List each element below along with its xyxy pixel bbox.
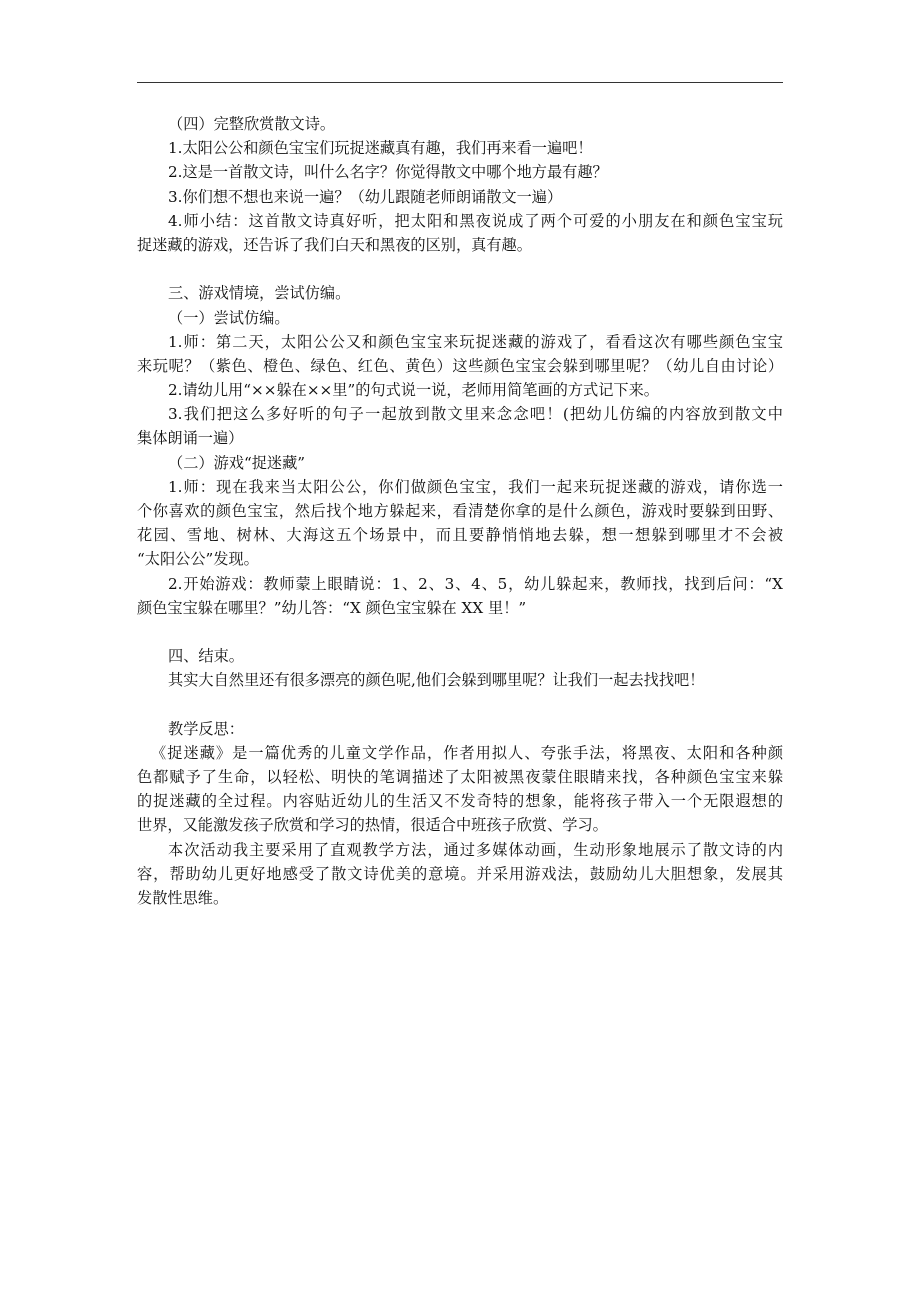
subsection-heading: （二）游戏“捉迷藏” [168,453,306,472]
reflection-heading: 教学反思： [168,719,244,738]
spacer [137,620,783,644]
list-item-continuation: 花园、雪地、树林、大海这五个场景中，而且要静悄悄地去躲，想一想躲到哪里才不会被 [137,526,783,545]
paragraph: 其实大自然里还有很多漂亮的颜色呢,他们会躲到哪里呢？让我们一起去找找吧！ [168,671,705,690]
list-item-continuation: 来玩呢？（紫色、橙色、绿色、红色、黄色）这些颜色宝宝会躲到哪里呢？（幼儿自由讨论） [137,356,783,375]
list-item-continuation: 个你喜欢的颜色宝宝，然后找个地方躲起来，看清楚你拿的是什么颜色，游戏时要躲到田野、 [137,502,783,520]
list-item: 1.师：现在我来当太阳公公，你们做颜色宝宝，我们一起来玩捉迷藏的游戏，请你选一 [168,477,783,496]
list-item-continuation: “太阳公公”发现。 [137,550,259,569]
paragraph-line: 色都赋予了生命，以轻松、明快的笔调描述了太阳被黑夜蒙住眼睛来找，各种颜色宝宝来躲 [137,768,783,787]
paragraph-line: 本次活动我主要采用了直观教学方法，通过多媒体动画，生动形象地展示了散文诗的内 [168,840,783,859]
paragraph-line: 世界，又能激发孩子欣赏和学习的热情，很适合中班孩子欣赏、学习。 [137,816,608,835]
section-heading: （四）完整欣赏散文诗。 [168,115,336,133]
list-item: 2.请幼儿用“××躲在××里”的句式说一说，老师用简笔画的方式记下来。 [168,381,659,400]
spacer [137,257,783,281]
list-item: 2.这是一首散文诗，叫什么名字？你觉得散文中哪个地方最有趣？ [168,163,608,182]
list-item: 3.我们把这么多好听的句子一起放到散文里来念念吧！(把幼儿仿编的内容放到散文中 [168,405,783,424]
paragraph-line: 《捉迷藏》是一篇优秀的儿童文学作品，作者用拟人、夸张手法，将黑夜、太阳和各种颜 [151,743,783,762]
section-heading: 四、结束。 [168,647,244,666]
list-item: 1.师：第二天，太阳公公又和颜色宝宝来玩捉迷藏的游戏了，看看这次有哪些颜色宝宝 [168,332,783,351]
paragraph-line: 发散性思维。 [137,889,229,907]
document-body [137,112,783,910]
section-heading: 三、游戏情境，尝试仿编。 [168,284,351,303]
list-item: 3.你们想不想也来说一遍？（幼儿跟随老师朗诵散文一遍） [168,187,563,206]
list-item: 1.太阳公公和颜色宝宝们玩捉迷藏真有趣，我们再来看一遍吧！ [168,139,593,158]
subsection-heading: （一）尝试仿编。 [168,308,290,327]
list-item-continuation: 捉迷藏的游戏，还告诉了我们白天和黑夜的区别，真有趣。 [137,235,532,254]
list-item-continuation: 集体朗诵一遍） [137,429,244,448]
spacer [137,693,783,717]
list-item: 2.开始游戏：教师蒙上眼睛说：1、2、3、4、5，幼儿躲起来，教师找，找到后问：“X [168,574,783,593]
list-item: 4.师小结：这首散文诗真好听，把太阳和黑夜说成了两个可爱的小朋友在和颜色宝宝玩 [168,211,783,230]
list-item-continuation: 颜色宝宝躲在哪里？”幼儿答：“X 颜色宝宝躲在 XX 里！” [137,598,527,617]
header-rule [137,82,783,83]
paragraph-line: 容，帮助幼儿更好地感受了散文诗优美的意境。并采用游戏法，鼓励幼儿大胆想象，发展其 [137,864,783,883]
paragraph-line: 的捉迷藏的全过程。内容贴近幼儿的生活又不发奇特的想象，能将孩子带入一个无限遐想的 [137,792,783,811]
